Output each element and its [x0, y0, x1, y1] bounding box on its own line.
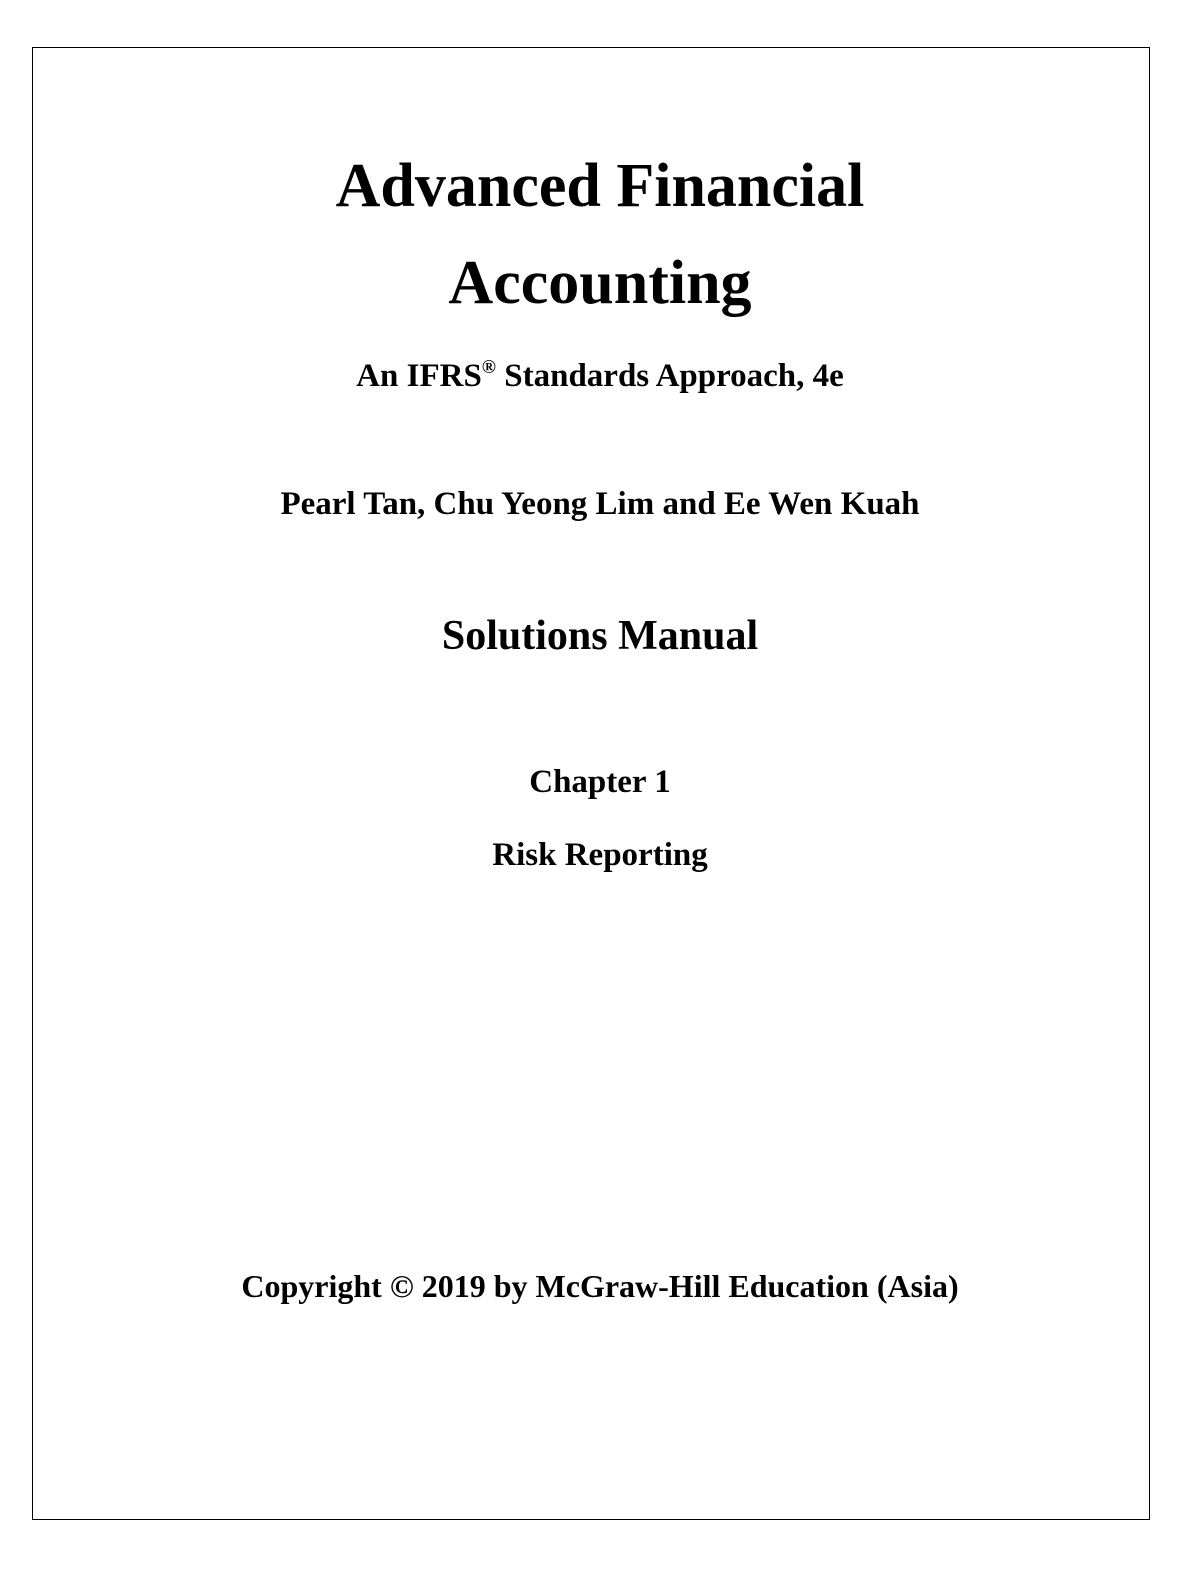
subtitle-suffix: Standards Approach, 4e	[496, 358, 844, 394]
authors: Pearl Tan, Chu Yeong Lim and Ee Wen Kuah	[280, 486, 920, 522]
copyright-notice: Copyright © 2019 by McGraw-Hill Education (Asia)	[241, 1268, 959, 1304]
book-subtitle	[0, 357, 1200, 397]
chapter-label: Chapter 1	[529, 764, 671, 800]
registered-mark: ®	[481, 357, 496, 378]
document-type: Solutions Manual	[441, 613, 759, 659]
book-title-line-2: Accounting	[448, 249, 752, 317]
subtitle-prefix: An IFRS	[356, 358, 482, 394]
book-title-line-1: Advanced Financial	[335, 152, 865, 220]
chapter-title: Risk Reporting	[492, 837, 708, 873]
